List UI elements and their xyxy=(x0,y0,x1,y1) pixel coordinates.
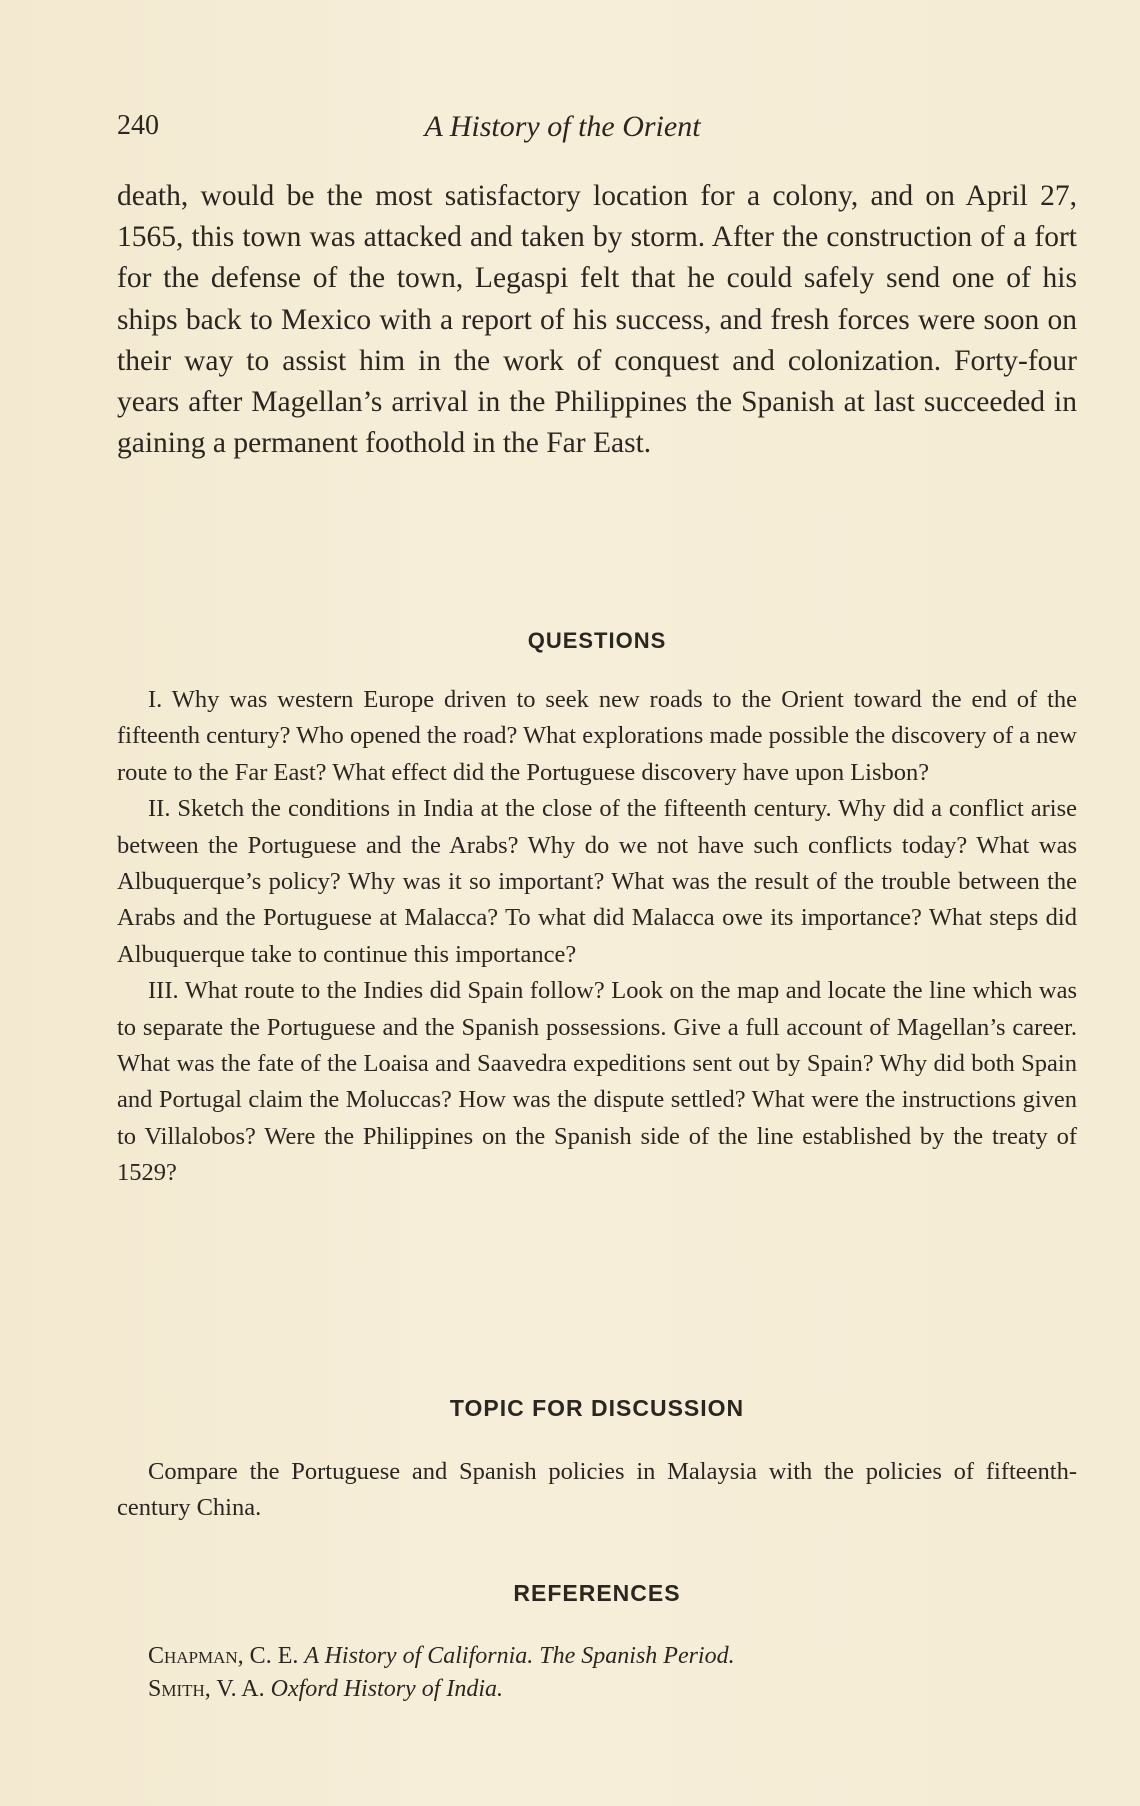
question-group-3: III. What route to the Indies did Spain follow? Look on the map and locate the line which was to separate the Portuguese and the Spanish possessions. Give a full account of Magellan’s career. What was the fate of the Loaisa and Saavedra expeditions sent out by Spain? Why did both Spain and Portugal claim the Moluccas? How was the dispute settled? What were the instructions given to Villalobos? Were the Philippines on the Spanish side of the line established by the treaty of 1529? xyxy=(117,977,1077,1187)
reference-title: Oxford History of India. xyxy=(270,1676,504,1702)
topic-heading: TOPIC FOR DISCUSSION xyxy=(449,1395,745,1421)
page-number: 240 xyxy=(117,110,159,141)
running-title: A History of the Orient xyxy=(424,110,701,143)
questions-list xyxy=(117,682,1077,1192)
reference-author: Smith, V. A. xyxy=(148,1676,265,1702)
question-group-2: II. Sketch the conditions in India at the close of the fifteenth century. Why did a conflict arise between the Portuguese and the Arabs? Why do we not have such conflicts today? What was Albuquerque’s policy? Why was it so important? What was the result of the trouble between the Arabs and the Portuguese at Malacca? To what did Malacca owe its importance? What steps did Albuquerque take to continue this importance? xyxy=(117,795,1077,968)
reference-entry xyxy=(148,1640,1077,1673)
references-list xyxy=(148,1640,1077,1706)
questions-heading: QUESTIONS xyxy=(527,628,667,653)
topic-text: Compare the Portuguese and Spanish policies in Malaysia with the policies of fifteenth-century China. xyxy=(117,1458,1077,1522)
running-head xyxy=(117,110,1078,150)
reference-title: A History of California. The Spanish Period. xyxy=(304,1643,735,1669)
references-heading: REFERENCES xyxy=(513,1580,681,1606)
body-paragraph: death, would be the most satisfactory location for a colony, and on April 27, 1565, this town was attacked and taken by storm. After the construction of a fort for the defense of the town, Legaspi felt that he could safely send one of his ships back to Mexico with a report of his success, and fresh forces were soon on their way to assist him in the work of conquest and colonization. Forty-four years after Magellan’s arrival in the Philippines the Spanish at last succeeded in gaining a permanent foothold in the Far East. xyxy=(117,180,1077,460)
question-group-1: I. Why was western Europe driven to seek new roads to the Orient toward the end of the fifteenth century? Who opened the road? What explorations made possible the discovery of a new route to the Far East? What effect did the Portuguese discovery have upon Lisbon? xyxy=(117,686,1077,786)
reference-author: Chapman, C. E. xyxy=(148,1643,299,1669)
reference-entry xyxy=(148,1673,1077,1706)
